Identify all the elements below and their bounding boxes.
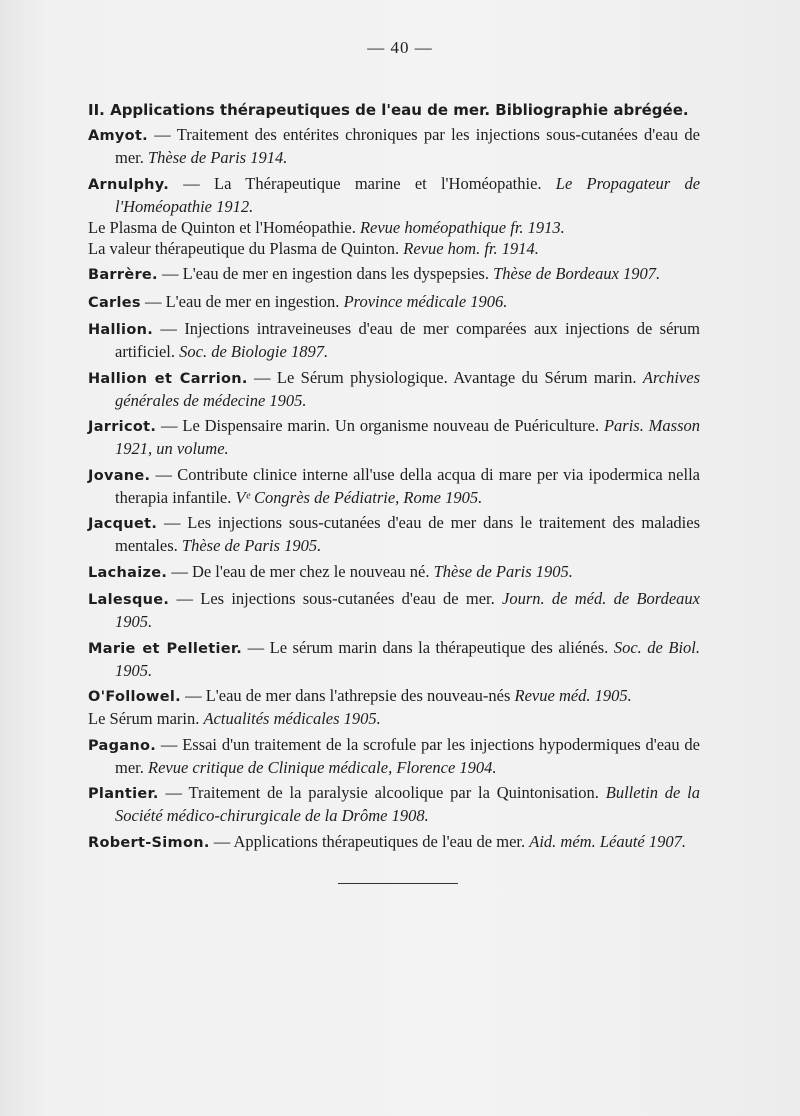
entry-source: Revue critique de Clinique médicale, Florence 1904. bbox=[148, 757, 497, 777]
entry-author: Carles bbox=[88, 294, 141, 311]
entry-source: Revue homéopathique fr. 1913. bbox=[359, 217, 565, 237]
entry-separator: — bbox=[147, 125, 177, 144]
entry-title: Traitement de la paralysie alcoolique par la Quintonisation. bbox=[188, 783, 606, 802]
entry-author: Pagano. bbox=[88, 737, 157, 754]
entry-source: Vᵉ Congrès de Pédiatrie, Rome 1905. bbox=[235, 487, 483, 507]
bibliography-entry bbox=[88, 685, 700, 729]
entry-additional-reference bbox=[88, 238, 700, 259]
entry-separator: — bbox=[156, 416, 183, 435]
entry-source: Bulletin de la Société médico-chirurgicale de la Drôme 1908. bbox=[115, 783, 700, 825]
entry-author: Robert-Simon. bbox=[88, 834, 210, 851]
entry-source: Soc. de Biol. 1905. bbox=[115, 637, 700, 680]
entry-separator: — bbox=[167, 561, 192, 581]
entry-separator: — bbox=[156, 734, 183, 754]
entry-additional-reference bbox=[88, 708, 700, 729]
bibliography-entry bbox=[88, 263, 700, 286]
entry-author: Barrère. bbox=[88, 267, 158, 283]
entry-separator: — bbox=[247, 367, 277, 387]
entry-source: Le Propagateur de l'Homéopathie 1912. bbox=[115, 173, 701, 216]
entry-source: Paris. Masson 1921, un volume. bbox=[115, 416, 701, 458]
entry-title: Applications thérapeutiques de l'eau de mer. bbox=[233, 831, 530, 851]
entry-source: Thèse de Paris 1905. bbox=[181, 536, 322, 555]
bibliography-list bbox=[88, 124, 700, 854]
bibliography-entry bbox=[88, 588, 700, 632]
entry-author: Arnulphy. bbox=[88, 176, 170, 193]
entry-separator: — bbox=[157, 264, 183, 283]
bibliography-entry bbox=[88, 367, 700, 411]
bibliography-entry bbox=[88, 318, 700, 362]
entry-author: Plantier. bbox=[88, 786, 159, 802]
section-heading: II. Applications thérapeutiques de l'eau de mer. Bibliographie abrégée. bbox=[88, 101, 689, 119]
entry-source: Revue méd. 1905. bbox=[514, 686, 632, 705]
closing-rule bbox=[338, 883, 458, 884]
entry-title: Le Dispensaire marin. Un organisme nouveau de Puériculture. bbox=[182, 416, 604, 435]
entry-author: Jarricot. bbox=[88, 419, 157, 435]
entry-source: Aid. mém. Léauté 1907. bbox=[529, 831, 686, 851]
entry-title: Le Plasma de Quinton et l'Homéopathie. bbox=[88, 217, 360, 237]
entry-title: Le Sérum physiologique. Avantage du Sérum marin. bbox=[276, 367, 643, 387]
entry-title: L'eau de mer en ingestion dans les dyspepsies. bbox=[182, 264, 494, 283]
entry-source: Soc. de Biologie 1897. bbox=[179, 342, 329, 361]
entry-author: Jovane. bbox=[88, 467, 151, 484]
entry-title: Contribute clinice interne all'use della acqua di mare per via ipodermica nella therapia infantile. bbox=[115, 464, 700, 507]
bibliography-entry bbox=[88, 415, 700, 459]
entry-separator: — bbox=[157, 513, 188, 532]
bibliography-entry bbox=[88, 782, 700, 826]
entry-separator: — bbox=[140, 291, 166, 311]
entry-separator: — bbox=[158, 783, 189, 802]
entry-author: Amyot. bbox=[88, 128, 148, 144]
entry-source: Thèse de Paris 1905. bbox=[433, 561, 573, 581]
entry-title: Essai d'un traitement de la scrofule par les injections hypodermiques d'eau de mer. bbox=[115, 734, 700, 777]
bibliography-entry bbox=[88, 561, 700, 584]
entry-title: Les injections sous-cutanées d'eau de mer dans le traitement des maladies mentales. bbox=[115, 513, 701, 555]
bibliography-entry bbox=[88, 512, 700, 556]
bibliography-section bbox=[88, 100, 700, 858]
bibliography-entry bbox=[88, 464, 700, 508]
entry-source: Journ. de méd. de Bordeaux 1905. bbox=[115, 589, 700, 631]
entry-source: Thèse de Bordeaux 1907. bbox=[493, 264, 661, 283]
entry-title: La valeur thérapeutique du Plasma de Quinton. bbox=[88, 238, 404, 258]
bibliography-entry bbox=[88, 173, 700, 259]
entry-separator: — bbox=[169, 589, 201, 608]
entry-separator: — bbox=[169, 173, 214, 193]
entry-title: Le sérum marin dans la thérapeutique des aliénés. bbox=[269, 637, 614, 657]
entry-separator: — bbox=[153, 319, 185, 338]
entry-separator: — bbox=[180, 686, 206, 705]
entry-separator: — bbox=[242, 637, 270, 657]
entry-separator: — bbox=[209, 831, 234, 851]
entry-source: Actualités médicales 1905. bbox=[203, 709, 381, 728]
entry-title: Les injections sous-cutanées d'eau de mer. bbox=[200, 589, 503, 608]
entry-author: Lalesque. bbox=[88, 592, 170, 608]
bibliography-entry bbox=[88, 734, 700, 778]
entry-author: Jacquet. bbox=[88, 516, 158, 532]
entry-title: L'eau de mer en ingestion. bbox=[165, 291, 344, 311]
bibliography-entry bbox=[88, 124, 700, 168]
entry-source: Archives générales de médecine 1905. bbox=[115, 367, 700, 410]
entry-author: Marie et Pelletier. bbox=[88, 640, 243, 657]
entry-separator: — bbox=[150, 464, 178, 484]
entry-author: Hallion. bbox=[88, 322, 154, 338]
entry-source: Province médicale 1906. bbox=[343, 291, 508, 311]
entry-title: Injections intraveineuses d'eau de mer comparées aux injections de sérum artificiel. bbox=[115, 319, 701, 361]
bibliography-entry bbox=[88, 291, 700, 314]
entry-author: Lachaize. bbox=[88, 564, 168, 581]
entry-title: Traitement des entérites chroniques par les injections sous-cutanées d'eau de mer. bbox=[115, 125, 701, 167]
entry-author: Hallion et Carrion. bbox=[88, 370, 248, 387]
entry-title: La Thérapeutique marine et l'Homéopathie. bbox=[213, 173, 556, 193]
entry-source: Revue hom. fr. 1914. bbox=[403, 238, 539, 258]
entry-title: De l'eau de mer chez le nouveau né. bbox=[191, 561, 434, 581]
bibliography-entry bbox=[88, 637, 700, 681]
bibliography-entry bbox=[88, 831, 700, 854]
page-number: — 40 — bbox=[367, 38, 433, 57]
entry-title: Le Sérum marin. bbox=[88, 709, 204, 728]
entry-title: L'eau de mer dans l'athrepsie des nouveau-nés bbox=[205, 686, 515, 705]
entry-additional-reference bbox=[88, 217, 700, 238]
entry-author: O'Followel. bbox=[88, 689, 181, 705]
entry-source: Thèse de Paris 1914. bbox=[148, 148, 288, 167]
